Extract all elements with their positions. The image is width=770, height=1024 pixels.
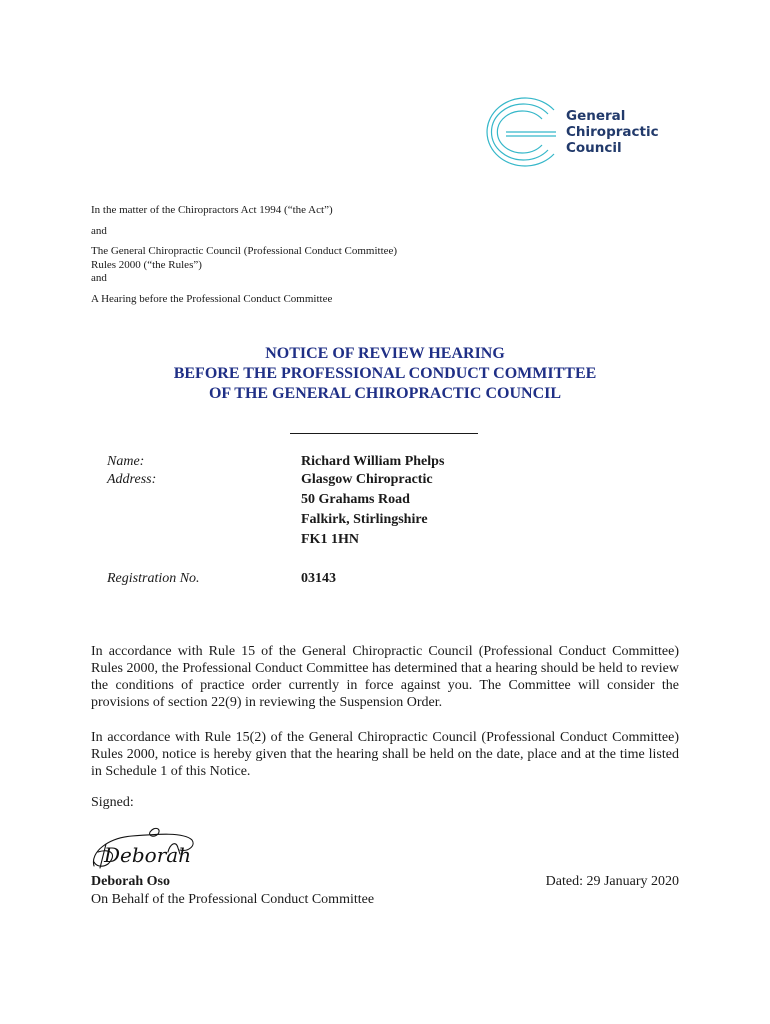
address-line-4: FK1 1HN	[301, 532, 359, 547]
gcc-logo-ring-icon	[476, 92, 560, 172]
gcc-logo	[476, 92, 676, 172]
registrant-name: Richard William Phelps	[301, 454, 445, 469]
signer-role: On Behalf of the Professional Conduct Committee	[91, 892, 375, 907]
dated: Dated: 29 January 2020	[545, 874, 679, 889]
signature-text: Deborah	[104, 843, 192, 867]
notice-title	[0, 344, 770, 404]
logo-line-council: Council	[566, 140, 622, 156]
paragraph-1: In accordance with Rule 15 of the General Chiropractic Council (Professional Conduct Committee) Rules 2000, the Professional Conduct Committee has determined that a hearing should be held to review the conditions of practice order currently in force against you. The Committee will consider the provisions of section 22(9) in reviewing the Suspension Order.	[91, 644, 679, 710]
address-label: Address:	[107, 472, 157, 487]
preamble-rules-line-2: Rules 2000 (“the Rules”)	[91, 258, 202, 271]
preamble-and-2: and	[91, 272, 107, 284]
preamble-hearing: A Hearing before the Professional Conduct Committee	[91, 292, 333, 305]
title-line-3: OF THE GENERAL CHIROPRACTIC COUNCIL	[208, 385, 562, 402]
signer-name: Deborah Oso	[91, 874, 170, 889]
logo-line-general: General	[566, 108, 626, 124]
logo-line-chiropractic: Chiropractic	[566, 124, 659, 140]
divider	[290, 433, 478, 434]
title-line-1: NOTICE OF REVIEW HEARING	[265, 345, 505, 362]
registration-number: 03143	[301, 571, 336, 586]
preamble	[91, 204, 591, 306]
paragraph-2: In accordance with Rule 15(2) of the General Chiropractic Council (Professional Conduct Committee) Rules 2000, notice is hereby given that the hearing shall be held on the date, place and at the time listed in Schedule 1 of this Notice.	[91, 730, 679, 779]
address-line-1: Glasgow Chiropractic	[301, 472, 433, 487]
preamble-act: In the matter of the Chiropractors Act 1994 (“the Act”)	[91, 204, 333, 216]
address-line-3: Falkirk, Stirlingshire	[301, 512, 428, 527]
name-label: Name:	[107, 454, 145, 469]
title-line-2: BEFORE THE PROFESSIONAL CONDUCT COMMITTEE	[173, 365, 597, 382]
registration-label: Registration No.	[107, 571, 200, 586]
handwritten-signature	[88, 822, 198, 874]
gcc-logo-text	[566, 108, 659, 156]
address-line-2: 50 Grahams Road	[301, 492, 410, 507]
preamble-rules-line-1: The General Chiropractic Council (Professional Conduct Committee)	[91, 245, 398, 257]
signed-label: Signed:	[91, 795, 134, 810]
preamble-and-1: and	[91, 224, 107, 237]
